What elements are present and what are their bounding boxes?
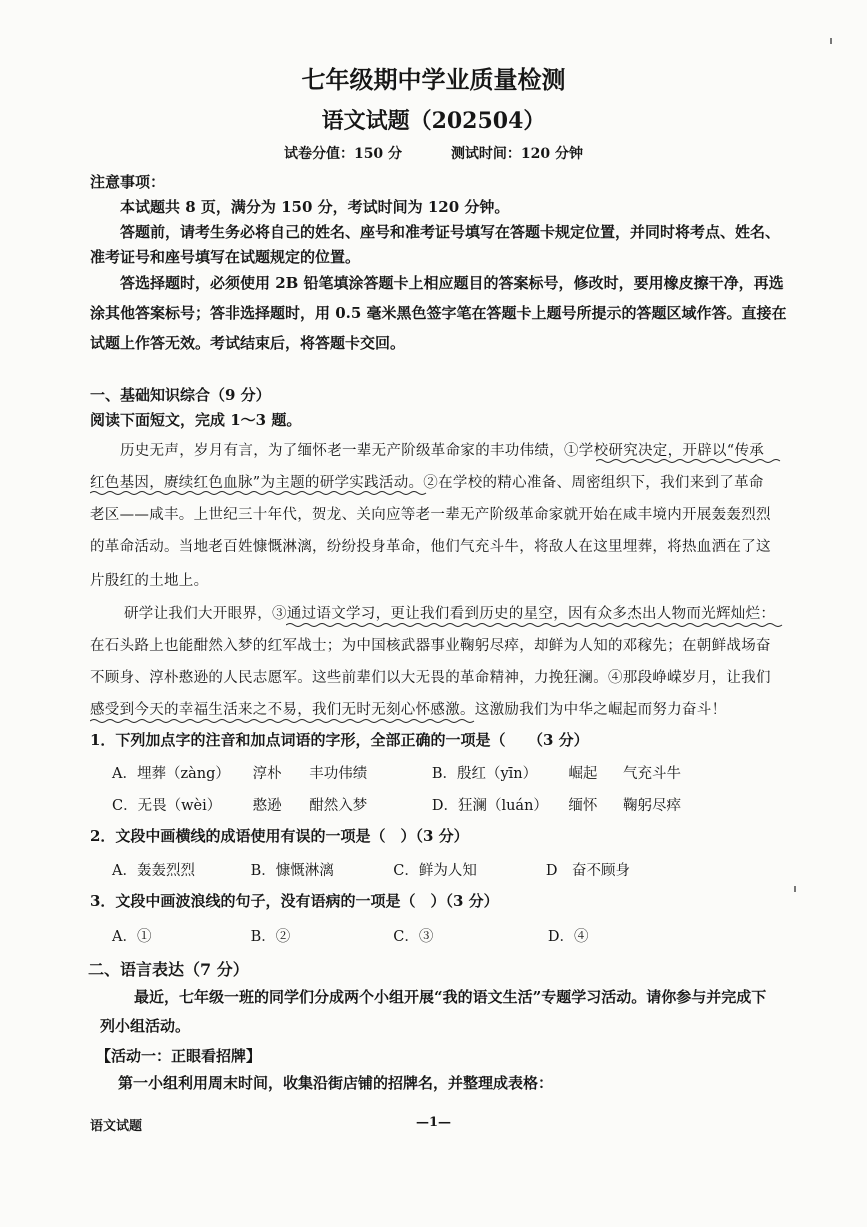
page-title: 七年级期中学业质量检测: [301, 65, 566, 94]
notice-line: 本试题共 8 页，满分为 150 分，考试时间为 120 分钟。: [120, 198, 510, 216]
passage-line: 感受到今天的幸福生活来之不易，我们无时无刻心怀感激。这激励我们为中华之崛起而努力奋斗！: [90, 702, 727, 718]
notice-line: 涂其他答案标号；答非选择题时，用 0.5 毫米黑色签字笔在答题卡上题号所提示的答题区域作答。直接在: [90, 304, 787, 322]
scan-mark: [794, 886, 796, 892]
scan-mark: [830, 38, 832, 44]
activity-text: 第一小组利用周末时间，收集沿街店铺的招牌名，并整理成表格：: [118, 1074, 554, 1092]
passage-line: 红色基因，赓续红色血脉”为主题的研学实践活动。②在学校的精心准备、周密组织下，我们来到了革命: [90, 475, 764, 491]
question-options-row: [112, 925, 588, 946]
option-word: 酣然入梦: [309, 798, 368, 814]
option-word: 憨逊: [252, 798, 282, 814]
exam-time: 测试时间：120 分钟: [450, 146, 584, 162]
passage-line: 的革命活动。当地老百姓慷慨淋漓，纷纷投身革命，他们气充斗牛，将敌人在这里埋葬，将热血洒在了这: [90, 539, 771, 555]
option: C．无畏（wèi）: [112, 798, 222, 814]
notice-line: 试题上作答无效。考试结束后，将答题卡交回。: [90, 334, 406, 352]
option: C．③: [393, 929, 434, 945]
option: D 奋不顾身: [545, 863, 630, 879]
section-heading: 二、语言表达（7 分）: [88, 960, 249, 979]
question-options-row: [112, 794, 681, 815]
wavy-underline: [90, 490, 430, 496]
question-stem: 3．文段中画波浪线的句子，没有语病的一项是（ ）（3 分）: [90, 892, 499, 910]
page-subtitle: 语文试题（202504）: [321, 108, 546, 134]
option-word: 鞠躬尽瘁: [623, 798, 682, 814]
section-intro: 阅读下面短文，完成 1～3 题。: [90, 411, 302, 429]
passage-line: 研学让我们大开眼界，③通过语文学习，更让我们看到历史的星空，因有众多杰出人物而光辉灿烂：: [124, 606, 776, 622]
passage-line: 不顾身、淳朴憨逊的人民志愿军。这些前辈们以大无畏的革命精神，力挽狂澜。④那段峥嵘岁月，让我们: [90, 670, 771, 686]
wavy-underline: [286, 622, 786, 628]
passage-line: 历史无声，岁月有言，为了缅怀老一辈无产阶级革命家的丰功伟绩，①学校研究决定，开辟以“传承: [120, 443, 765, 459]
exam-meta: [0, 143, 867, 163]
question-options-row: [112, 762, 681, 783]
notice-heading: 注意事项：: [90, 173, 166, 191]
question-stem: 1．下列加点字的注音和加点词语的字形，全部正确的一项是（ （3 分）: [90, 731, 589, 749]
notice-line: 准考证号和座号填写在试题规定的位置。: [90, 248, 361, 266]
footer-left: 语文试题: [90, 1119, 143, 1134]
question-options-row: [112, 859, 630, 880]
option: B．②: [250, 929, 291, 945]
option-word: 淳朴: [252, 766, 282, 782]
option: B．慷慨淋漓: [250, 863, 334, 879]
option-word: 丰功伟绩: [309, 766, 368, 782]
wavy-underline: [596, 458, 786, 464]
option: D．狂澜（luán）: [431, 798, 548, 814]
notice-line: 答选择题时，必须使用 2B 铅笔填涂答题卡上相应题目的答案标号，修改时，要用橡皮擦干净，再选: [120, 274, 784, 292]
option: B．殷红（yīn）: [431, 766, 538, 782]
section-intro: 列小组活动。: [100, 1017, 191, 1035]
section-intro: 最近，七年级一班的同学们分成两个小组开展“我的语文生活”专题学习活动。请你参与并完成下: [134, 988, 767, 1006]
passage-line: 在石头路上也能酣然入梦的红军战士；为中国核武器事业鞠躬尽瘁，却鲜为人知的邓稼先；在朝鲜战场奋: [90, 638, 771, 654]
passage-line: 片殷红的土地上。: [90, 573, 209, 589]
option: C．鲜为人知: [393, 863, 477, 879]
activity-title: 【活动一：正眼看招牌】: [96, 1047, 262, 1065]
section-heading: 一、基础知识综合（9 分）: [90, 386, 271, 404]
option: A．①: [112, 929, 152, 945]
page-number: —1—: [415, 1115, 452, 1130]
exam-score: 试卷分值：150 分: [283, 146, 403, 162]
option: D．④: [547, 929, 589, 945]
option: A．轰轰烈烈: [112, 863, 195, 879]
option-word: 崛起: [568, 766, 598, 782]
wavy-underline: [90, 718, 480, 724]
option-word: 缅怀: [568, 798, 598, 814]
notice-line: 答题前，请考生务必将自己的姓名、座号和准考证号填写在答题卡规定位置，并同时将考点、姓名、: [120, 223, 781, 241]
passage-line: 老区——咸丰。上世纪三十年代，贺龙、关向应等老一辈无产阶级革命家就开始在咸丰境内开展轰轰烈烈: [90, 507, 771, 523]
option: A．埋葬（zàng）: [112, 766, 230, 782]
option-word: 气充斗牛: [623, 766, 682, 782]
question-stem: 2．文段中画横线的成语使用有误的一项是（ ）（3 分）: [90, 827, 469, 845]
